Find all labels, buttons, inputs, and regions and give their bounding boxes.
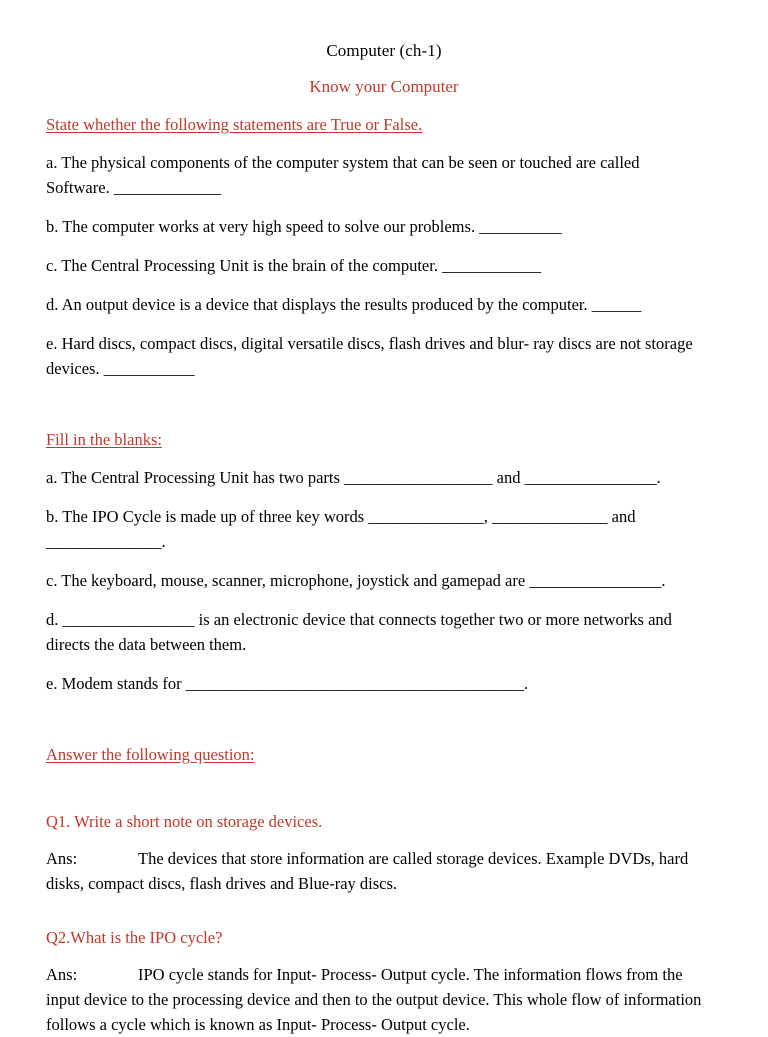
page-title: Computer (ch-1) (326, 41, 442, 60)
question-gap (46, 910, 722, 926)
section-gap-1 (46, 395, 722, 429)
answer-label-2: Ans: (46, 965, 78, 984)
fill-blanks-item-a: a. The Central Processing Unit has two parts __________________ and ________________. (46, 468, 661, 487)
answer-text-2: IPO cycle stands for Input- Process- Output cycle. The information flows from the input device to the processing device and then to the output device. This whole flow of information follows a cycle which is known as Input- Process- Output cycle. (46, 965, 702, 1034)
question-2-heading: Q2.What is the IPO cycle? (46, 928, 223, 947)
answer-text-1: The devices that store information are called storage devices. Example DVDs, hard disks, compact discs, flash drives and Blue-ray discs. (46, 849, 689, 893)
section-gap-2 (46, 710, 722, 744)
true-false-item-d: d. An output device is a device that displays the results produced by the computer. ______ (46, 295, 642, 314)
fill-blanks-item-c: c. The keyboard, mouse, scanner, microphone, joystick and gamepad are ________________. (46, 571, 666, 590)
true-false-item-a: a. The physical components of the computer system that can be seen or touched are called Software. _____________ (46, 153, 640, 197)
answers-section-header (46, 744, 722, 780)
answers-heading: Answer the following question: (46, 745, 255, 764)
fill-blanks-item-e: e. Modem stands for _________________________________________. (46, 674, 529, 693)
section-gap-3 (46, 780, 722, 810)
fill-blanks-item-b: b. The IPO Cycle is made up of three key words ______________, ______________ and ______________. (46, 507, 636, 551)
true-false-item-c: c. The Central Processing Unit is the brain of the computer. ____________ (46, 256, 542, 275)
answer-label-1: Ans: (46, 849, 78, 868)
fill-blanks-section-header (46, 429, 722, 465)
true-false-item-b: b. The computer works at very high speed to solve our problems. __________ (46, 217, 562, 236)
true-false-section-header (46, 114, 722, 150)
true-false-heading: State whether the following statements are True or False. (46, 115, 423, 134)
question-1-heading: Q1. Write a short note on storage devices. (46, 812, 323, 831)
true-false-item-e: e. Hard discs, compact discs, digital versatile discs, flash drives and blur- ray discs are not storage devices. ___________ (46, 334, 693, 378)
question-1-answer (46, 846, 706, 896)
fill-blanks-item-d: d. ________________ is an electronic device that connects together two or more networks and directs the data between them. (46, 610, 672, 654)
fill-blanks-heading: Fill in the blanks: (46, 430, 162, 449)
question-2-answer (46, 962, 706, 1037)
page-subtitle: Know your Computer (309, 77, 459, 96)
